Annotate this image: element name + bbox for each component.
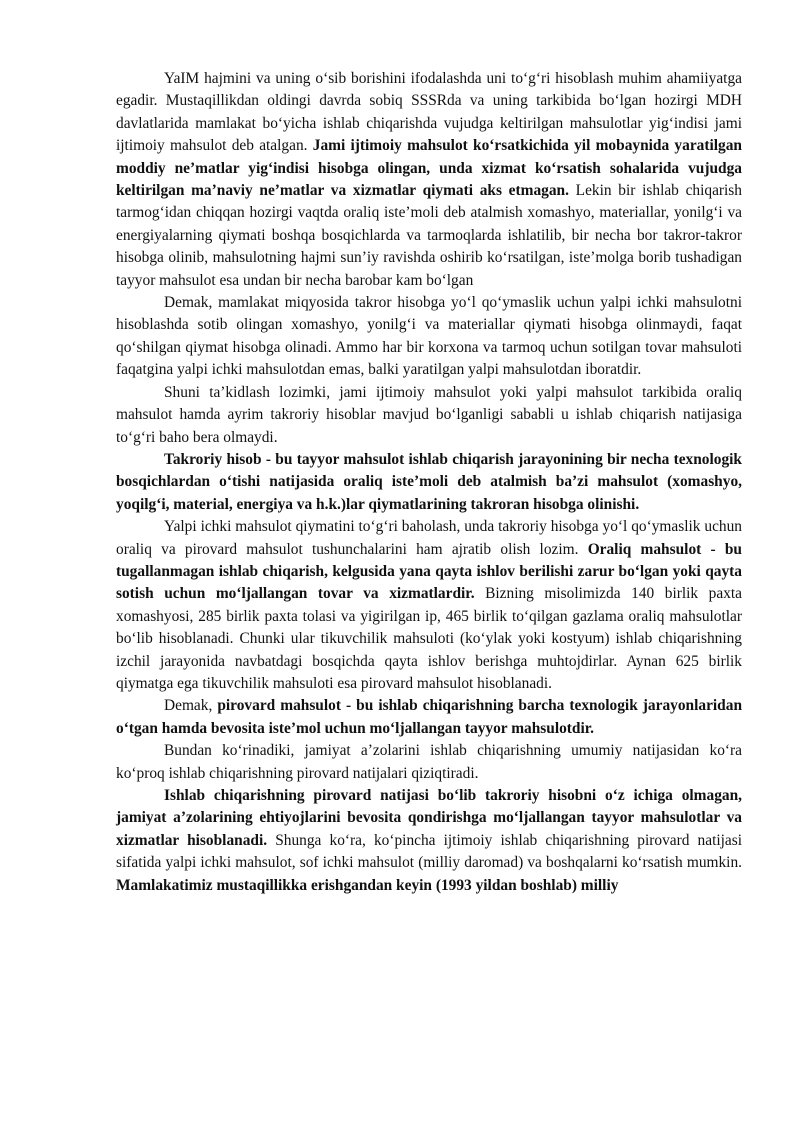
paragraph-4-definition: [116, 449, 742, 516]
paragraph-2: [116, 292, 742, 382]
paragraph-3: [116, 382, 742, 449]
text-run: Yalpi ichki mahsulot qiymatini to‘g‘ri baholash, unda takroriy hisobga yo‘l qo‘ymaslik uchun oraliq va pirovard mahsulot tushunchalarini ham ajratib olish lozim.: [116, 518, 742, 558]
bold-text-run: pirovard mahsulot - bu ishlab chiqarishning barcha texnologik jarayonlaridan o‘tgan hamda bevosita iste’mol uchun mo‘ljallangan tayyor mahsulotdir.: [116, 697, 742, 737]
text-run: Bizning misolimizda 140 birlik paxta xomashyosi, 285 birlik paxta tolasi va yigirilgan ip, 465 birlik to‘qilgan gazlama oraliq mahsulotlar bo‘lib hisoblanadi. Chunki ular tikuvchilik mahsuloti (ko‘ylak yoki kostyum) ishlab chiqarishning izchil jarayonida navbatdagi bosqichda qayta ishlov berishga muhtojdirlar. Aynan 625 birlik qiymatga ega tikuvchilik mahsuloti esa pirovard mahsulot hisoblanadi.: [116, 585, 742, 692]
paragraph-7: [116, 740, 742, 785]
text-run: YaIM hajmini va uning o‘sib borishini ifodalashda uni to‘g‘ri hisoblash muhim ahamiiyatga egadir. Mustaqillikdan oldingi davrda sobiq SSSRda va uning tarkibida bo‘lgan hozirgi MDH davlatlarida mamlakat bo‘yicha ishlab chiqarishda vujudga keltirilgan mahsulotlar yig‘indisi jami ijtimoiy mahsulot deb atalgan.: [116, 70, 742, 155]
bold-text-run: Jami ijtimoiy mahsulot ko‘rsatkichida yil mobaynida yaratilgan moddiy ne’matlar yig‘indisi hisobga olingan, unda xizmat ko‘rsatish sohalarida vujudga keltirilgan ma’naviy ne’matlar va xizmatlar qiymati aks etmagan.: [116, 137, 742, 200]
bold-text-run: Takroriy hisob - bu tayyor mahsulot ishlab chiqarish jarayonining bir necha texnologik bosqichlardan o‘tishi natijasida oraliq iste’moli deb atalmish ba’zi mahsulot (xomashyo, yoqilg‘i, material, energiya va h.k.)lar qiymatlarining takroran hisobga olinishi.: [116, 450, 742, 513]
text-run: Demak,: [164, 697, 218, 715]
text-run: Bundan ko‘rinadiki, jamiyat a’zolarini ishlab chiqarishning umumiy natijasidan ko‘ra ko‘proq ishlab chiqarishning pirovard natijalari qiziqtiradi.: [116, 742, 742, 782]
paragraph-6: [116, 695, 742, 740]
document-page: [116, 68, 742, 897]
paragraph-1: [116, 68, 742, 292]
paragraph-8: [116, 785, 742, 897]
bold-text-run: Ishlab chiqarishning pirovard natijasi bo‘lib takroriy hisobni o‘z ichiga olmagan, jamiyat a’zolarining ehtiyojlarini bevosita qondirishga mo‘ljallangan tayyor mahsulotlar va xizmatlar hisoblanadi.: [116, 787, 742, 849]
text-run: Lekin bir ishlab chiqarish tarmog‘idan chiqqan hozirgi vaqtda oraliq iste’moli deb atalmish xomashyo, materiallar, yonilg‘i va energiyalarning qiymati boshqa bosqichlarda va tarmoqlarda ishlatilib, bir necha bor takror-takror hisobga olinib, mahsulotning hajmi sun’iy ravishda oshirib ko‘rsatilgan, iste’molga borib tushadigan tayyor mahsulot esa undan bir necha barobar kam bo‘lgan: [116, 182, 742, 289]
bold-text-run: Mamlakatimiz mustaqillikka erishgandan keyin (1993 yildan boshlab) milliy: [116, 876, 619, 894]
text-run: Shunga ko‘ra, ko‘pincha ijtimoiy ishlab chiqarishning pirovard natijasi sifatida yalpi ichki mahsulot, sof ichki mahsulot (milliy daromad) va boshqalarni ko‘rsatish mumkin.: [116, 831, 743, 872]
paragraph-5: [116, 516, 742, 695]
bold-text-run: Oraliq mahsulot - bu tugallanmagan ishlab chiqarish, kelgusida yana qayta ishlov berilishi zarur bo‘lgan yoki qayta sotish uchun mo‘ljallangan tovar va xizmatlardir.: [116, 540, 742, 603]
text-run: Shuni ta’kidlash lozimki, jami ijtimoiy mahsulot yoki yalpi mahsulot tarkibida oraliq mahsulot hamda ayrim takroriy hisoblar mavjud bo‘lganligi sababli u ishlab chiqarish natijasiga to‘g‘ri baho bera olmaydi.: [116, 383, 742, 446]
text-run: Demak, mamlakat miqyosida takror hisobga yo‘l qo‘ymaslik uchun yalpi ichki mahsulotni hisoblashda sotib olingan xomashyo, yonilg‘i va materiallar qiymati hisobga olinmaydi, faqat qo‘shilgan qiymat hisobga olinadi. Ammo har bir korxona va tarmoq uchun sotilgan tovar mahsuloti faqatgina yalpi ichki mahsulotdan emas, balki yaratilgan yalpi mahsulotdan iboratdir.: [116, 294, 742, 379]
